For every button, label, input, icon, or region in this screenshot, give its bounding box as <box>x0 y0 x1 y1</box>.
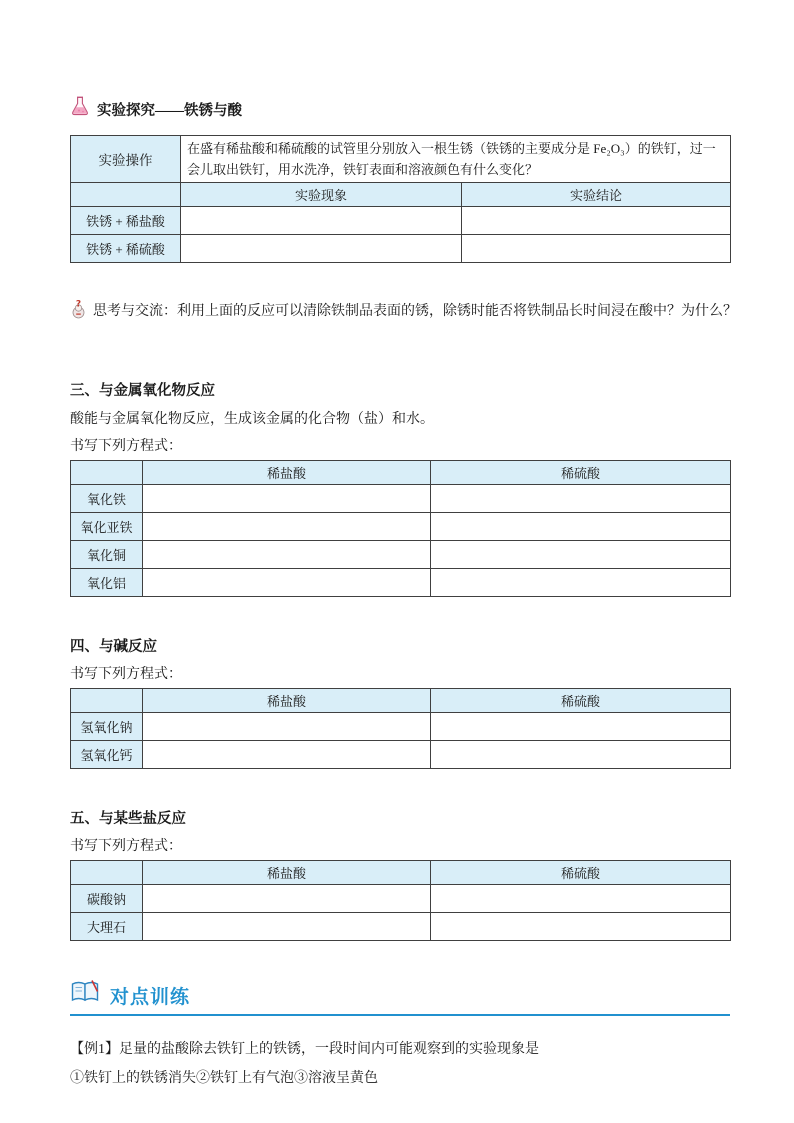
section-oxides-prompt: 书写下列方程式： <box>70 438 182 454</box>
row-label-naoh: 氢氧化钠 <box>71 712 143 740</box>
table-row <box>71 484 731 512</box>
phenomenon-cell <box>181 207 462 235</box>
example-question: 【例1】足量的盐酸除去铁钉上的铁锈，一段时间内可能观察到的实验现象是 <box>70 1041 539 1057</box>
experiment-operation-text: 在盛有稀盐酸和稀硫酸的试管里分别放入一根生锈（铁锈的主要成分是 Fe₂O₃）的铁钉，过一会儿取出铁钉，用水洗净，铁钉表面和溶液颜色有什么变化？ <box>181 136 731 183</box>
example-1 <box>70 1036 730 1093</box>
row-label-fe2o3: 氧化铁 <box>71 484 143 512</box>
column-header-row <box>71 460 731 484</box>
corner-cell <box>71 460 143 484</box>
section-salts-prompt: 书写下列方程式： <box>70 838 182 854</box>
operation-row <box>71 136 731 183</box>
equation-cell <box>143 884 431 912</box>
svg-text:?: ? <box>75 300 82 310</box>
experiment-operation-label: 实验操作 <box>71 136 181 183</box>
table-row <box>71 884 731 912</box>
equation-cell <box>431 912 731 940</box>
think-text: 思考与交流：利用上面的反应可以清除铁制品表面的锈，除锈时能否将铁制品长时间浸在酸中？为什么？ <box>93 304 737 320</box>
oxides-table <box>70 460 731 597</box>
column-header-hcl: 稀盐酸 <box>143 688 431 712</box>
equation-cell <box>143 712 431 740</box>
think-and-discuss <box>70 299 754 329</box>
equation-cell <box>143 484 431 512</box>
equation-cell <box>431 540 731 568</box>
row-label-rust-hcl: 铁锈 + 稀盐酸 <box>71 207 181 235</box>
section-oxides-description: 酸能与金属氧化物反应，生成该金属的化合物（盐）和水。 <box>70 411 434 427</box>
column-header-row <box>71 860 731 884</box>
equation-cell <box>143 912 431 940</box>
row-label-cuo: 氧化铜 <box>71 540 143 568</box>
table-row <box>71 712 731 740</box>
corner-cell <box>71 688 143 712</box>
column-header-phenomenon: 实验现象 <box>181 183 462 207</box>
practice-title: 对点训练 <box>110 986 191 1008</box>
equation-cell <box>431 512 731 540</box>
section-salts-title: 五、与某些盐反应 <box>70 810 186 827</box>
row-label-marble: 大理石 <box>71 912 143 940</box>
section-oxides-title: 三、与金属氧化物反应 <box>70 382 215 399</box>
equation-cell <box>431 884 731 912</box>
row-label-na2co3: 碳酸钠 <box>71 884 143 912</box>
table-row <box>71 207 731 235</box>
question-figure-icon <box>70 300 87 329</box>
section-bases-title: 四、与碱反应 <box>70 638 157 655</box>
equation-cell <box>431 568 731 596</box>
row-label-al2o3: 氧化铝 <box>71 568 143 596</box>
equation-cell <box>431 484 731 512</box>
equation-cell <box>143 740 431 768</box>
flask-icon <box>70 96 90 122</box>
practice-banner <box>70 979 730 1016</box>
column-header-row <box>71 183 731 207</box>
salts-table <box>70 860 731 941</box>
section-bases-prompt: 书写下列方程式： <box>70 666 182 682</box>
table-row <box>71 540 731 568</box>
conclusion-cell <box>462 235 731 263</box>
table-row <box>71 740 731 768</box>
conclusion-cell <box>462 207 731 235</box>
corner-cell <box>71 860 143 884</box>
row-label-caoh2: 氢氧化钙 <box>71 740 143 768</box>
equation-cell <box>143 568 431 596</box>
table-row <box>71 568 731 596</box>
phenomenon-cell <box>181 235 462 263</box>
row-label-rust-h2so4: 铁锈 + 稀硫酸 <box>71 235 181 263</box>
column-header-h2so4: 稀硫酸 <box>431 860 731 884</box>
column-header-hcl: 稀盐酸 <box>143 460 431 484</box>
table-row <box>71 512 731 540</box>
row-label-feo: 氧化亚铁 <box>71 512 143 540</box>
column-header-hcl: 稀盐酸 <box>143 860 431 884</box>
experiment-heading-row <box>70 96 730 122</box>
experiment-table <box>70 135 731 263</box>
example-options: ①铁钉上的铁锈消失②铁钉上有气泡③溶液呈黄色 <box>70 1070 378 1086</box>
table-row <box>71 235 731 263</box>
column-header-conclusion: 实验结论 <box>462 183 731 207</box>
experiment-section-title: 实验探究——铁锈与酸 <box>97 102 242 119</box>
equation-cell <box>431 740 731 768</box>
equation-cell <box>143 540 431 568</box>
bases-table <box>70 688 731 769</box>
equation-cell <box>431 712 731 740</box>
book-icon <box>70 979 101 1009</box>
equation-cell <box>143 512 431 540</box>
column-header-h2so4: 稀硫酸 <box>431 688 731 712</box>
column-header-row <box>71 688 731 712</box>
column-header-h2so4: 稀硫酸 <box>431 460 731 484</box>
corner-cell <box>71 183 181 207</box>
table-row <box>71 912 731 940</box>
